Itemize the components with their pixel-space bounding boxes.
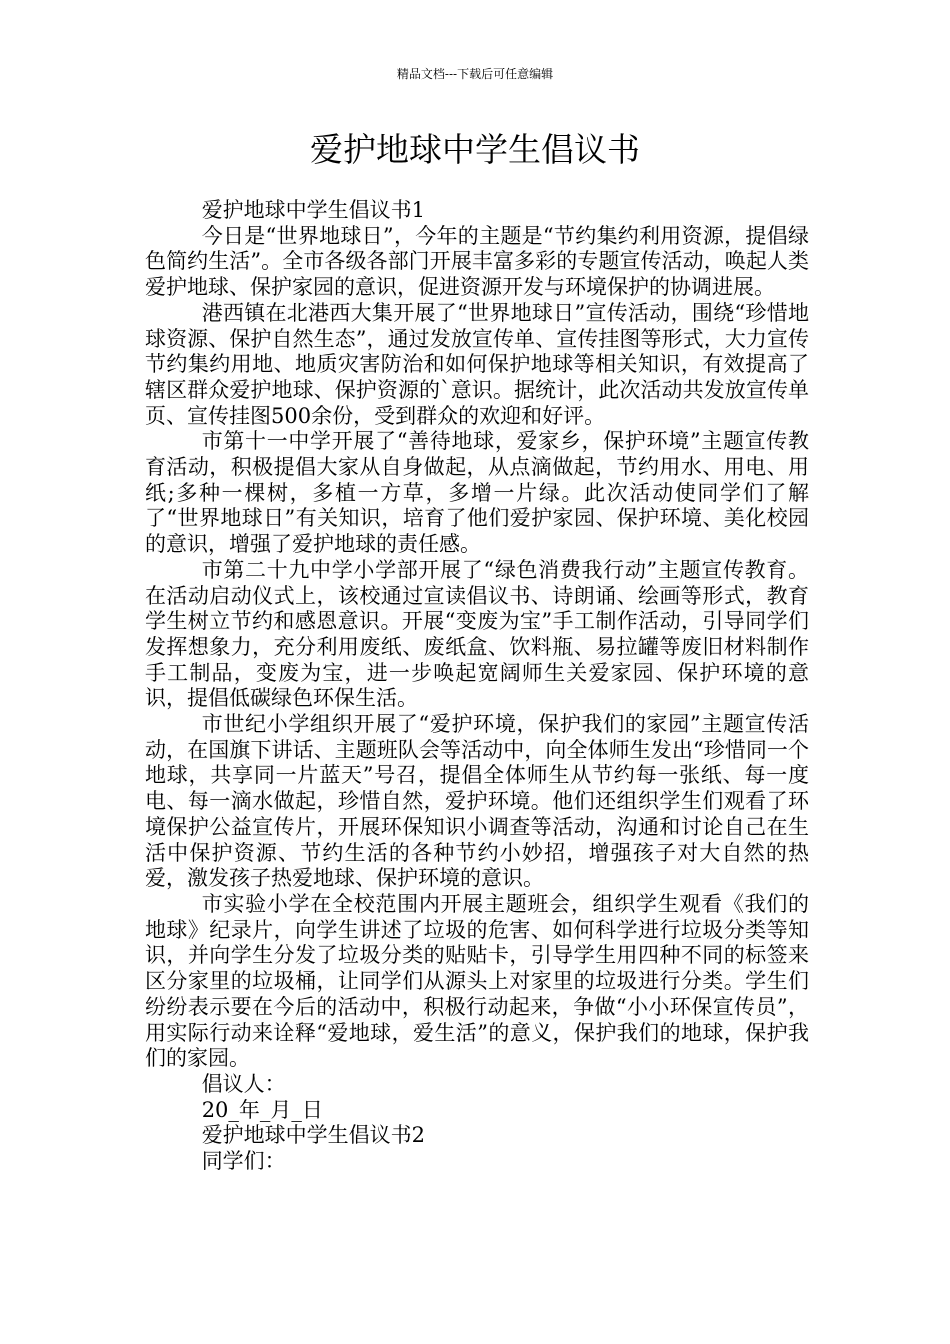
paragraph-1: 今日是“世界地球日”，今年的主题是“节约集约利用资源，提倡绿色简约生活”。全市各级各部门开展丰富多彩的专题宣传活动，唤起人类爱护地球、保护家园的意识，促进资源开发与环境保护的协调进展。 xyxy=(145,223,809,300)
section-heading-1: 爱护地球中学生倡议书1 xyxy=(201,198,426,222)
salutation: 同学们： xyxy=(201,1149,286,1174)
document-title: 爱护地球中学生倡议书 xyxy=(310,130,640,169)
paragraph-6: 市实验小学在全校范围内开展主题班会，组织学生观看《我们的地球》纪录片，向学生讲述了垃圾的危害、如何科学进行垃圾分类等知识，并向学生分发了垃圾分类的贴贴卡，引导学生用四种不同的标签来区分家里的垃圾桶，让同学们从源头上对家里的垃圾进行分类。学生们纷纷表示要在今后的活动中，积极行动起来，争做“小小环保宣传员”，用实际行动来诠释“爱地球，爱生活”的意义，保护我们的地球，保护我们的家园。 xyxy=(145,891,809,1071)
section-heading-2: 爱护地球中学生倡议书2 xyxy=(201,1123,426,1148)
paragraph-3: 市第十一中学开展了“善待地球，爱家乡，保护环境”主题宣传教育活动，积极提倡大家从自身做起，从点滴做起，节约用水、用电、用纸;多种一棵树，多植一方草，多增一片绿。此次活动使同学们了解了“世界地球日”有关知识，培育了他们爱护家园、保护环境、美化校园的意识，增强了爱护地球的责任感。 xyxy=(145,429,809,557)
document-body xyxy=(145,198,809,1175)
signature-label: 倡议人： xyxy=(201,1071,286,1096)
paragraph-5: 市世纪小学组织开展了“爱护环境，保护我们的家园”主题宣传活动，在国旗下讲话、主题班队会等活动中，向全体师生发出“珍惜同一个地球，共享同一片蓝天”号召，提倡全体师生从节约每一张纸、每一度电、每一滴水做起，珍惜自然，爱护环境。他们还组织学生们观看了环境保护公益宣传片，开展环保知识小调查等活动，沟通和讨论自己在生活中保护资源、节约生活的各种节约小妙招，增强孩子对大自然的热爱，激发孩子热爱地球、保护环境的意识。 xyxy=(145,712,809,891)
paragraph-4: 市第二十九中学小学部开展了“绿色消费我行动”主题宣传教育。在活动启动仪式上，该校通过宣读倡议书、诗朗诵、绘画等形式，教育学生树立节约和感恩意识。开展“变废为宝”手工制作活动，引导同学们发挥想象力，充分利用废纸、废纸盒、饮料瓶、易拉罐等废旧材料制作手工制品，变废为宝，进一步唤起宽阔师生关爱家园、保护环境的意识，提倡低碳绿色环保生活。 xyxy=(145,557,809,711)
date-line: 20_年_月_日 xyxy=(201,1097,323,1122)
header-note: 精品文档---下载后可任意编辑 xyxy=(396,67,554,81)
paragraph-2: 港西镇在北港西大集开展了“世界地球日”宣传活动，围绕“珍惜地球资源、保护自然生态”，通过发放宣传单、宣传挂图等形式，大力宣传节约集约用地、地质灾害防治和如何保护地球等相关知识，有效提高了辖区群众爱护地球、保护资源的`意识。据统计，此次活动共发放宣传单页、宣传挂图500余份，受到群众的欢迎和好评。 xyxy=(145,300,809,428)
